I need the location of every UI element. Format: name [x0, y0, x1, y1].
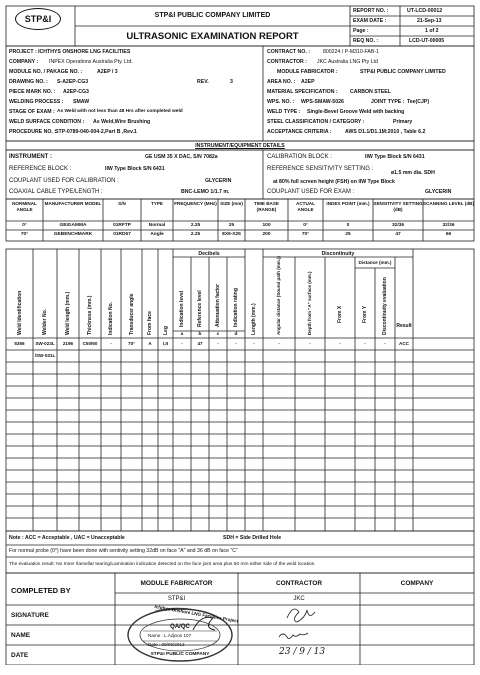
results-cell: 70°: [128, 341, 135, 346]
material-value: CARBON STEEL: [350, 89, 391, 95]
results-cell: -: [309, 341, 311, 346]
project-line: PROJECT : ICHTHYS ONSHORE LNG FACILITIES: [9, 49, 131, 55]
report-title: ULTRASONIC EXAMINATION REPORT: [126, 31, 299, 42]
page-value: 1 of 2: [425, 28, 439, 34]
results-header-cell: Attenuation factor: [215, 283, 221, 327]
results-cell: SW-023L: [35, 341, 55, 346]
probe-header-cell: SENSITIVITY SETTING (dB): [373, 201, 423, 212]
results-header-cell: Leg: [162, 326, 169, 335]
results-cell: I,II: [162, 341, 169, 346]
joint-label: JOINT TYPE :: [371, 99, 405, 105]
col-fabricator: MODULE FABRICATOR: [140, 580, 213, 587]
probe-cell: 32/36: [391, 223, 404, 228]
stamp-name: Name : L.Adjoon 107: [148, 633, 192, 638]
results-header-cell: From X: [337, 305, 343, 323]
ref-sens-value: ø1.5 mm dia. SDH: [391, 170, 435, 176]
results-header-cell: Depth from "A" surface (mm.): [307, 271, 312, 335]
acceptance-value: AWS D1.1/D1.1M:2010 , Table 6.2: [345, 129, 426, 135]
distance-label: Distance (mm.): [358, 260, 392, 265]
drawing-value: S-A2EP-CG3: [57, 79, 89, 85]
req-no-label: REQ NO. :: [353, 38, 379, 44]
contractor-name: JKC: [293, 596, 305, 602]
weld-type-label: WELD TYPE :: [267, 109, 301, 115]
couplant-cal-label: COUPLANT USED FOR CALIBRATION :: [9, 178, 119, 184]
probe-cell: 01RD57: [113, 232, 131, 237]
probe-cell: GEBENCHMARK: [53, 232, 93, 237]
company-value: INPEX Operations Australia Pty. Ltd.: [49, 59, 133, 65]
probe-cell: 70°: [301, 232, 310, 237]
results-cell: -: [217, 341, 219, 346]
probe-cell: 200: [262, 232, 271, 237]
results-cell: -: [339, 341, 341, 346]
steel-class-label: STEEL CLASSIFICATION / CATEGORY :: [267, 119, 365, 125]
contract-label: CONTRACT NO. :: [267, 49, 310, 55]
exam-date-value: 21-Sep-13: [417, 18, 442, 24]
surface-label: WELD SURFACE CONDITION :: [9, 119, 85, 125]
results-cell: -: [181, 341, 183, 346]
probe-cell: 66: [445, 232, 452, 237]
wps-value: WPS-SMAW-5026: [301, 99, 344, 105]
probe-cell: 70°: [20, 232, 29, 237]
results-cell: /SW-031L: [34, 353, 56, 358]
exam-date-label: EXAM DATE :: [353, 18, 387, 24]
results-cell: -: [235, 341, 237, 346]
piece-value: A2EP-CG3: [63, 89, 89, 95]
results-cell: 47: [197, 341, 203, 346]
results-header-cell: From face: [147, 311, 153, 335]
probe-header-cell: FREQUENCY (MHz): [174, 201, 217, 206]
contract-value: 800224 / P-M310-FAB-1: [323, 49, 379, 55]
results-letter: b: [198, 332, 202, 337]
probe-cell: 25: [228, 223, 235, 228]
ref-block-label: REFERENCE BLOCK :: [9, 166, 72, 172]
fabricator-name: STP&I: [167, 596, 186, 602]
results-header-cell: Reference level: [197, 290, 203, 327]
module-fab-label: MODULE FABRICATOR :: [277, 69, 338, 75]
results-header-cell: Indication level: [179, 290, 185, 327]
results-header-cell: Length (mm.): [251, 303, 257, 335]
results-cell: -: [110, 341, 112, 346]
module-fab-value: STP&I PUBLIC COMPANY LIMITED: [360, 69, 446, 75]
ref-sens-label: REFERENCE SENSITIVITY SETTING :: [267, 166, 374, 172]
ref-block-value: IIW Type Block S/N 6431: [105, 166, 165, 172]
name-label: NAME: [11, 632, 31, 639]
procedure-value: STP-0789-040-004-2,Part B ,Rev.1: [55, 129, 137, 135]
results-header-cell: Indication No.: [108, 301, 114, 335]
decibels-label: Decibels: [198, 251, 220, 257]
note-sdh: SDH = Side Drilled Hole: [223, 535, 282, 541]
joint-value: Tee(CJP): [407, 99, 430, 105]
probe-header-cell: NORMINAL ANGLE: [12, 201, 37, 212]
welding-process-label: WELDING PROCESS :: [9, 99, 64, 105]
contractor-value: JKC Australia LNG Pty Ltd: [317, 59, 378, 65]
couplant-exam-value: GLYCERIN: [425, 189, 452, 195]
couplant-cal-value: GLYCERIN: [205, 178, 232, 184]
results-cell: -: [278, 341, 280, 346]
rev-label: REV.: [197, 79, 209, 85]
probe-header-cell: MANUFACTURER MODEL: [44, 201, 102, 206]
probe-cell: 01RFTP: [113, 223, 131, 228]
results-cell: C50/60: [82, 341, 98, 346]
instrument-label: INSTRUMENT :: [9, 154, 52, 160]
stamp-date: Date : 09/09/2013: [148, 642, 185, 647]
results-header-cell: Result: [396, 323, 412, 329]
surface-value: As Weld,Wire Brushing: [93, 119, 151, 125]
company-label: COMPANY :: [9, 59, 39, 65]
results-letter: d: [234, 332, 238, 337]
page-label: Page :: [353, 28, 369, 34]
note-normal-probe: For normal probe (0°) have been done with sentivity setting 32dB on face "A" and 36 dB on face "C": [9, 548, 238, 554]
instrument-value: GE USM 35 X DAC, S/N 7082a: [145, 154, 218, 160]
probe-header-cell: SCANNING LEVEL (dB): [423, 201, 474, 206]
signature-label: SIGNATURE: [11, 612, 49, 619]
results-header-cell: Discontinuity evaluation: [382, 277, 388, 335]
probe-header-cell: INDEX POINT (mm.): [326, 201, 370, 206]
instrument-section-title: INSTRUMENT/EQUIPMENT DETAILS: [195, 143, 285, 149]
probe-cell: 8X9-X25: [222, 232, 241, 237]
results-cell: 2196: [62, 341, 74, 346]
stage-value: As Weld with not less than 48 Hrs after completed weld: [57, 109, 183, 114]
date-label: DATE: [11, 652, 29, 659]
results-header-cell: Indication rating: [233, 288, 239, 327]
probe-cell: 100: [262, 223, 271, 228]
probe-cell: 47: [395, 232, 401, 237]
qaqc-stamp: [5, 5, 475, 665]
col-contractor: CONTRACTOR: [275, 580, 323, 587]
probe-cell: GEIGAMMA: [59, 223, 87, 228]
results-header-cell: Weld Identification: [16, 290, 23, 335]
probe-cell: Normal: [148, 223, 166, 228]
report-page: [5, 5, 475, 665]
probe-cell: 25: [345, 232, 351, 237]
col-company: COMPANY: [400, 580, 434, 587]
contractor-label: CONTRACTOR :: [267, 59, 307, 65]
results-cell: -: [253, 341, 255, 346]
module-value: A2EP / 3: [97, 69, 118, 75]
stamp-dept: QA/QC: [170, 624, 190, 630]
results-header-cell: Weld length (mm.): [65, 291, 71, 335]
weld-type-value: Single-Bevel Groove Weld with backing: [307, 109, 405, 115]
rev-value: 3: [230, 79, 233, 85]
contractor-date: 23 / 9 / 13: [279, 647, 326, 657]
cable-label: COAXIAL CABLE TYPE/LENGTH :: [9, 189, 103, 195]
completed-by-label: COMPLETED BY: [11, 586, 71, 595]
stamp-ring-top: Ichthys Onshore LNG Facilities Project: [154, 604, 239, 624]
wps-label: WPS. NO. :: [267, 99, 295, 105]
logo-text: STP&I: [24, 14, 52, 24]
module-label: MODULE NO. / PAKAGE NO. :: [9, 69, 83, 75]
results-letter: a: [180, 332, 184, 337]
stage-label: STAGE OF EXAM :: [9, 109, 55, 115]
probe-header-cell: TIME BASE (RANGE): [253, 201, 279, 212]
cable-value: BNC-LEMO 1/1.7 m.: [181, 189, 230, 195]
probe-cell: Angle: [150, 232, 164, 237]
results-header-cell: Transducer angle: [128, 293, 135, 335]
acceptance-label: ACCEPTANCE CRITERIA :: [267, 129, 332, 135]
probe-cell: 2.25: [190, 223, 201, 228]
results-letter: c: [216, 332, 220, 337]
drawing-label: DRAWING NO. :: [9, 79, 48, 85]
cal-block-label: CALIBRATION BLOCK :: [267, 154, 332, 160]
cal-block-value: IIW Type Block S/N 6431: [365, 154, 425, 160]
probe-header-cell: ACTUAL ANGLE: [296, 201, 315, 212]
welding-process-value: SMAW: [73, 99, 90, 105]
results-header-cell: Angular distance (Sound path (mm.)): [276, 255, 281, 335]
company-title: STP&I PUBLIC COMPANY LIMITED: [154, 12, 271, 19]
probe-header-cell: S/N: [118, 201, 126, 206]
note-evaluation: The evaluation result: No Inner /lamellar tearing/Lamination indication detected on the face joint area plus 50 mm either side of the weld location.: [9, 562, 316, 567]
results-header-cell: From Y: [362, 305, 368, 323]
piece-label: PIECE MARK NO. :: [9, 89, 56, 95]
report-no-value: UT-LCD-00012: [407, 8, 443, 14]
area-value: A2EP: [301, 79, 315, 85]
area-label: AREA NO. :: [267, 79, 296, 85]
probe-cell: 32/36: [442, 223, 455, 228]
stamp-ring-bottom: STP&I PUBLIC COMPANY: [150, 652, 210, 657]
probe-header-cell: SIZE (mm): [220, 201, 243, 206]
probe-cell: 0: [346, 223, 350, 228]
report-no-label: REPORT NO. :: [353, 8, 389, 14]
note-acceptance: Note : ACC = Acceptable , UAC = Unacceptable: [9, 535, 125, 541]
results-cell: -: [384, 341, 386, 346]
results-cell: ACC: [399, 341, 409, 346]
discontinuity-label: Discontinuity: [321, 251, 355, 257]
probe-cell: 2.25: [190, 232, 201, 237]
results-cell: A: [148, 341, 152, 346]
couplant-exam-label: COUPLANT USED FOR EXAM :: [267, 189, 355, 195]
probe-header-cell: TYPE: [151, 201, 163, 206]
steel-class-value: Primary: [393, 119, 413, 125]
results-cell: -: [364, 341, 366, 346]
material-label: MATERIAL SPECIFICATION :: [267, 89, 338, 95]
results-header-cell: Welder No.: [42, 308, 48, 335]
probe-cell: 0°: [22, 223, 27, 228]
results-header-cell: Thickness (mm.): [87, 295, 93, 335]
procedure-label: PROCEDURE NO. :: [9, 129, 56, 135]
req-no-value: LCD-UT-00005: [409, 38, 445, 44]
probe-cell: 0°: [303, 223, 308, 228]
results-cell: 5356: [14, 341, 25, 346]
fsh-text: at 80% full screen height (FSH) on IIW Type Block: [273, 179, 395, 185]
